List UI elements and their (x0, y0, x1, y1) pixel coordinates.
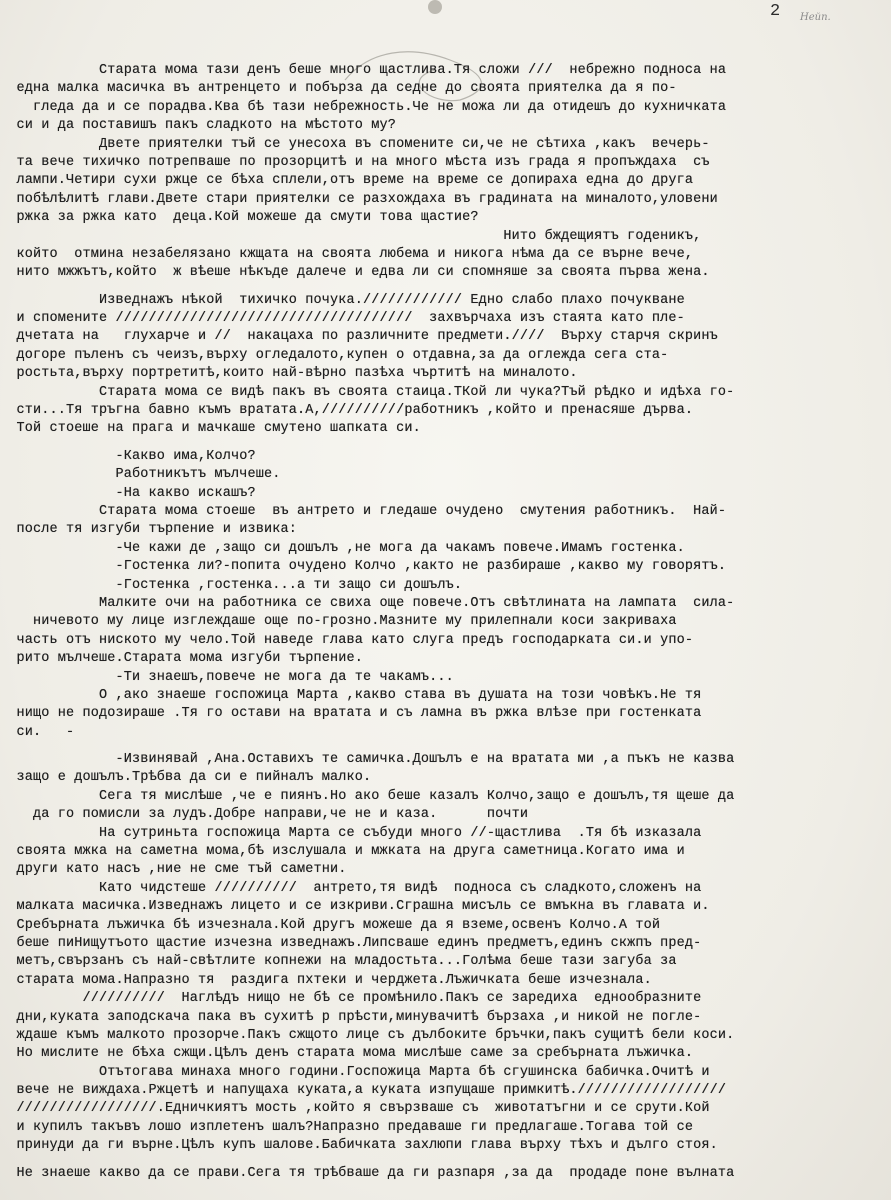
text-line: принуди да ги върне.Цѣлъ купъ шалове.Бабичката захлюпи глава върху тѣхъ и дълго стоя. (0, 1138, 718, 1154)
text-line: ржка за ржка като деца.Кой можеше да смути това щастие? (0, 210, 479, 226)
typed-text-body (0, 62, 891, 1183)
text-line: си. - (0, 724, 75, 740)
text-line: догоре пъленъ съ чеизъ,върху огледалото,купен о отдавна,за да оглежда сега ста- (0, 347, 669, 363)
text-line (0, 283, 891, 292)
text-line: часть отъ ниското му чело.Той наведе глава като слуга предъ господарката си.и упо- (0, 632, 694, 648)
text-line (0, 439, 891, 448)
text-line: своята мжка на саметна мома,бѣ изслушала и мжката на друга саметница.Когато има и (0, 844, 685, 860)
text-line: който отмина незабелязано кжщата на своята любема и никога нѣма да се върне вече, (0, 246, 694, 262)
text-line: старата мома.Напразно тя раздига пхтеки и черджета.Лъжичката беше изчезнала. (0, 972, 652, 988)
text-line: ждаше къмъ малкото прозорче.Пакъ сжщото лице съ дълбоките бръчки,пакъ сущитѣ бели коси. (0, 1027, 735, 1043)
text-line: нито мжжътъ,който ж вѣеше нѣкъде далече и едва ли си спомняше за своята първа жена. (0, 265, 710, 281)
text-line: -Че кажи де ,защо си дошълъ ,не мога да чакамъ повече.Имамъ гостенка. (0, 540, 685, 556)
text-line: -Гостенка ,гостенка...а ти защо си дошълъ. (0, 577, 463, 593)
text-line: лампи.Четири сухи ржце се бѣха сплели,отъ време на време се допираха една до друга (0, 173, 694, 189)
text-line: На сутриньта госпожица Марта се събуди много //-щастлива .Тя бѣ изказала (0, 825, 702, 841)
text-line: Но мислите не бѣха сжщи.Цѣлъ денъ старата мома мислѣше саме за сребърната лъжичка. (0, 1046, 694, 1062)
text-line: защо е дошълъ.Трѣбва да си е пийналъ малко. (0, 770, 372, 786)
text-line: Не знаеше какво да се прави.Сега тя трѣбваше да ги разпаря ,за да продаде поне вълната (0, 1165, 735, 1181)
text-line: -На какво искашъ? (0, 485, 256, 501)
text-line: други като насъ ,ние не сме тъй саметни. (0, 862, 347, 878)
text-line: О ,ако знаеше госпожица Марта ,какво става въ душата на този човѣкъ.Не тя (0, 687, 702, 703)
text-line: ничевото му лице изглеждаше още по-грозно.Мазните му прилепнали коси закриваха (0, 614, 677, 630)
text-line: Малките очи на работника се свиха още повече.Отъ свѣтлината на лампата сила- (0, 595, 735, 611)
text-line: -Ти знаешъ,повече не мога да те чакамъ... (0, 669, 454, 685)
text-line: дни,куката заподскача пака въ сухитѣ р прѣсти,минувачитѣ бързаха ,и никой не погле- (0, 1009, 702, 1025)
text-line: беше пиНищутъото щастие изчезна изведнажъ.Липсваше единъ предметъ,единъ скжпъ пред- (0, 935, 702, 951)
text-line: Отътогава минаха много години.Госпожица Марта бѣ сгушинска бабичка.Очитѣ и (0, 1064, 710, 1080)
text-line: гледа да и се порадва.Ква бѣ тази небрежность.Че не можа ли да отидешъ до кухничката (0, 99, 727, 115)
text-line: нищо не подозираше .Тя го остави на вратата и съ ламна въ ржка влѣзе при гостенката (0, 706, 702, 722)
text-line: /////////////////.Едничкиятъ мость ,който я свързваше съ животатъгни и се срути.Кой (0, 1101, 710, 1117)
text-line: Сребърната лъжичка бѣ изчезнала.Кой другъ можеше да я вземе,освенъ Колчо.А той (0, 917, 661, 933)
text-line: Изведнажъ нѣкой тихичко почука.//////////// Едно слабо плахо почукване (0, 292, 685, 308)
text-line: Старата мома тази денъ беше много щастлива.Тя сложи /// небрежно подноса на (0, 63, 727, 78)
text-line: ////////// Наглѣдъ нищо не бѣ се промѣнило.Пакъ се заредиха еднообразните (0, 991, 702, 1007)
punch-hole (428, 0, 442, 14)
text-line (0, 742, 891, 751)
text-line: после тя изгуби търпение и извика: (0, 522, 298, 538)
text-line: малката масичка.Изведнажъ лицето и се изкриви.Сграшна мисъль се вмъкна въ главата и. (0, 899, 710, 915)
text-line (0, 1156, 891, 1165)
text-line: сти...Тя тръгна бавно къмъ вратата.А,//////////работникъ ,който и пренасяше дърва. (0, 403, 694, 419)
text-line: Работникътъ мълчеше. (0, 467, 281, 483)
text-line: рито мълчеше.Старата мома изгуби търпение. (0, 651, 364, 667)
text-line: Двете приятелки тъй се унесоха въ спомените си,че не сѣтиха ,какъ вечерь- (0, 136, 710, 152)
text-line: метъ,свързанъ съ най-свѣтлите копнежи на младостьта...Голѣма беше тази загуба за (0, 954, 677, 970)
text-line: Той стоеше на прага и мачкаше смутено шапката си. (0, 421, 421, 437)
text-line: една малка масичка въ антренцето и побърза да седне до своята приятелка да я по- (0, 81, 677, 97)
text-line: ростьта,върху портретитѣ,които най-вѣрно пазѣха чъртитѣ на миналото. (0, 366, 578, 382)
text-line: Нито бждещиятъ годеникъ, (0, 228, 702, 244)
text-line: вече не виждаха.Ржцетѣ и напущаха куката,а куката изпущаше примкитѣ.////////////////// (0, 1083, 727, 1099)
text-line: побѣлѣлитѣ глави.Двете стари приятелки се разхождаха въ градината на миналото,уловени (0, 191, 718, 207)
text-line: дчетата на глухарче и // накацаха по различните предмети.//// Върху старчя скринъ (0, 329, 718, 345)
text-line: Сега тя мислѣше ,че е пиянъ.Но ако беше казалъ Колчо,защо е дошълъ,тя щеше да (0, 788, 735, 804)
text-line: -Извинявай ,Ана.Оставихъ те самичка.Дошълъ е на вратата ми ,а пъкъ не казва (0, 752, 735, 768)
text-line: и спомените //////////////////////////////////// захвърчаха изъ стаята като пле- (0, 311, 685, 327)
text-line: да го помисли за лудъ.Добре направи,че не и каза. почти (0, 807, 529, 823)
text-line: Старата мома стоеше въ антрето и гледаше очудено смутения работникъ. Най- (0, 503, 727, 519)
pencil-note: Нейп. (800, 12, 831, 23)
text-line: Като чидстеше ////////// антрето,тя видѣ подноса съ сладкото,сложенъ на (0, 880, 702, 896)
text-line: си и да поставишъ пакъ сладкото на мѣстото му? (0, 118, 397, 134)
page-number: 2 (770, 2, 781, 21)
text-line: -Какво има,Колчо? (0, 448, 256, 464)
text-line: и купилъ такъвъ лошо изплетенъ шалъ?Напразно предаваше ги предлагаше.Тогава той се (0, 1119, 694, 1135)
text-line: -Гостенка ли?-попита очудено Колчо ,както не разбираше ,какво му говорятъ. (0, 559, 727, 575)
text-line: та вече тихичко потрепваше по прозорцитѣ и на много мѣста изъ града я пропъждаха съ (0, 154, 710, 170)
text-line: Старата мома се видѣ пакъ въ своята стаица.ТКой ли чука?Тъй рѣдко и идѣха го- (0, 384, 735, 400)
